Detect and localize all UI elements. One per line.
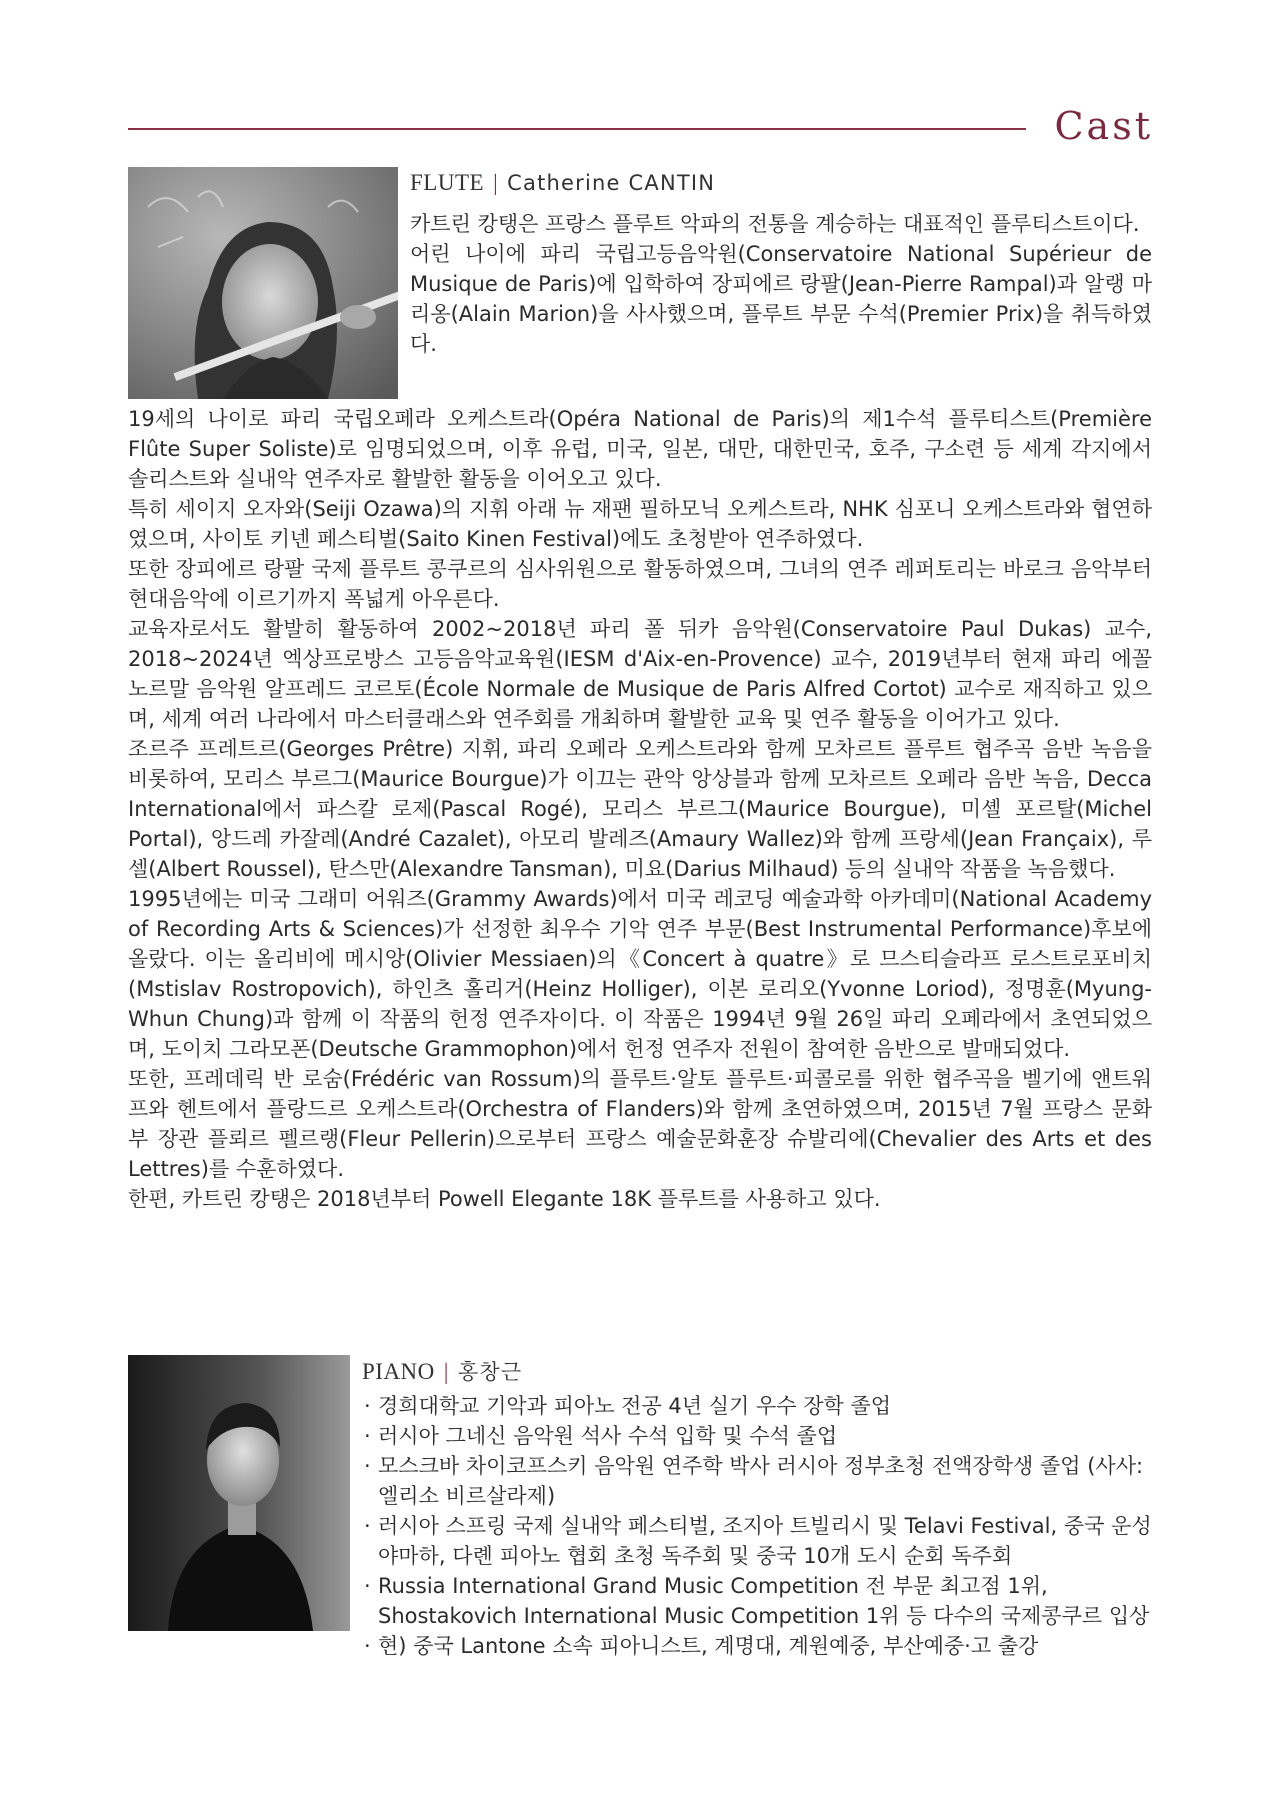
piano-credentials-list — [362, 1391, 1162, 1661]
piano-role-heading — [362, 1356, 522, 1386]
role-separator: | — [493, 170, 499, 195]
flute-biography — [128, 404, 1152, 1214]
flute-intro — [410, 209, 1152, 359]
intro-paragraph: 어린 나이에 파리 국립고등음악원(Conservatoire National Supérieur de Musique de Paris)에 입학하여 장피에르 랑팔(Jean-Pierre Rampal)과 알랭 마리옹(Alain Marion)을 사사했으며, 플루트 부문 수석(Premier Prix)을 취득하였다. — [410, 242, 1152, 356]
list-item: · 러시아 스프링 국제 실내악 페스티벌, 조지아 트빌리시 및 Telavi Festival, 중국 운성 야마하, 다롄 피아노 협회 초청 독주회 및 중국 10개 도시 순회 독주회 — [362, 1511, 1162, 1571]
header-rule — [128, 128, 1026, 130]
bio-paragraph: 조르주 프레트르(Georges Prêtre) 지휘, 파리 오페라 오케스트라와 함께 모차르트 플루트 협주곡 음반 녹음을 비롯하여, 모리스 부르그(Maurice Bourgue)가 이끄는 관악 앙상블과 함께 모차르트 오페라 음반 녹음, Decca International에서 파스칼 로제(Pascal Rogé), 모리스 부르그(Maurice Bourgue), 미셸 포르탈(Michel Portal), 앙드레 카잘레(André Cazalet), 아모리 발레즈(Amaury Wallez)와 함께 프랑세(Jean Françaix), 루셀(Albert Roussel), 탄스만(Alexandre Tansman), 미요(Darius Milhaud) 등의 실내악 작품을 녹음했다. — [128, 737, 1152, 881]
bio-paragraph: 또한, 프레데릭 반 로숨(Frédéric van Rossum)의 플루트·알토 플루트·피콜로를 위한 협주곡을 벨기에 앤트워프와 헨트에서 플랑드르 오케스트라(Orchestra of Flanders)와 함께 초연하였으며, 2015년 7월 프랑스 문화부 장관 플뢰르 펠르랭(Fleur Pellerin)으로부터 프랑스 예술문화훈장 슈발리에(Chevalier des Arts et des Lettres)를 수훈하였다. — [128, 1067, 1153, 1181]
bio-paragraph: 한편, 카트린 캉탱은 2018년부터 Powell Elegante 18K 플루트를 사용하고 있다. — [128, 1187, 881, 1211]
list-item: · 러시아 그네신 음악원 석사 수석 입학 및 수석 졸업 — [362, 1421, 1162, 1451]
page-header — [128, 98, 1153, 158]
role-label: PIANO — [362, 1359, 435, 1384]
flute-performer-photo — [128, 167, 398, 399]
role-separator: | — [443, 1359, 449, 1384]
list-item: · 모스크바 차이코프스키 음악원 연주학 박사 러시아 정부초청 전액장학생 졸업 (사사: 엘리소 비르살라제) — [362, 1451, 1162, 1511]
performer-name: Catherine CANTIN — [507, 171, 716, 195]
bio-paragraph: 특히 세이지 오자와(Seiji Ozawa)의 지휘 아래 뉴 재팬 필하모닉 오케스트라, NHK 심포니 오케스트라와 협연하였으며, 사이토 키넨 페스티벌(Saito Kinen Festival)에도 초청받아 연주하였다. — [128, 497, 1152, 551]
list-item: · 경희대학교 기악과 피아노 전공 4년 실기 우수 장학 졸업 — [362, 1391, 1162, 1421]
flute-role-heading — [410, 170, 715, 196]
page-title: Cast — [1054, 104, 1153, 148]
bio-paragraph: 또한 장피에르 랑팔 국제 플루트 콩쿠르의 심사위원으로 활동하였으며, 그녀의 연주 레퍼토리는 바로크 음악부터 현대음악에 이르기까지 폭넓게 아우른다. — [128, 557, 1152, 611]
role-label: FLUTE — [410, 170, 485, 195]
bio-paragraph: 19세의 나이로 파리 국립오페라 오케스트라(Opéra National de Paris)의 제1수석 플루티스트(Première Flûte Super Soliste)로 임명되었으며, 이후 유럽, 미국, 일본, 대만, 대한민국, 호주, 구소련 등 세계 각지에서 솔리스트와 실내악 연주자로 활발한 활동을 이어오고 있다. — [128, 407, 1152, 491]
bio-paragraph: 교육자로서도 활발히 활동하여 2002~2018년 파리 폴 뒤카 음악원(Conservatoire Paul Dukas) 교수, 2018~2024년 엑상프로방스 고등음악교육원(IESM d'Aix-en-Provence) 교수, 2019년부터 현재 파리 에꼴 노르말 음악원 알프레드 코르토(École Normale de Musique de Paris Alfred Cortot) 교수로 재직하고 있으며, 세계 여러 나라에서 마스터클래스와 연주회를 개최하며 활발한 교육 및 연주 활동을 이어가고 있다. — [128, 617, 1152, 731]
performer-name: 홍창근 — [457, 1360, 523, 1384]
list-item: · 현) 중국 Lantone 소속 피아니스트, 계명대, 계원예중, 부산예중·고 출강 — [362, 1631, 1162, 1661]
bio-paragraph: 1995년에는 미국 그래미 어워즈(Grammy Awards)에서 미국 레코딩 예술과학 아카데미(National Academy of Recording Arts & Sciences)가 선정한 최우수 기악 연주 부문(Best Instrumental Performance)후보에 올랐다. 이는 올리비에 메시앙(Olivier Messiaen)의《Concert à quatre》로 므스티슬라프 로스트로포비치(Mstislav Rostropovich), 하인츠 홀리거(Heinz Holliger), 이본 로리오(Yvonne Loriod), 정명훈(Myung-Whun Chung)과 함께 이 작품의 헌정 연주자이다. 이 작품은 1994년 9월 26일 파리 오페라에서 초연되었으며, 도이치 그라모폰(Deutsche Grammophon)에서 헌정 연주자 전원이 참여한 음반으로 발매되었다. — [128, 887, 1152, 1061]
intro-paragraph: 카트린 캉탱은 프랑스 플루트 악파의 전통을 계승하는 대표적인 플루티스트이다. — [410, 212, 1140, 236]
piano-performer-photo — [128, 1355, 350, 1631]
list-item: · Russia International Grand Music Competition 전 부문 최고점 1위, Shostakovich International Music Competition 1위 등 다수의 국제콩쿠르 입상 — [362, 1571, 1162, 1631]
